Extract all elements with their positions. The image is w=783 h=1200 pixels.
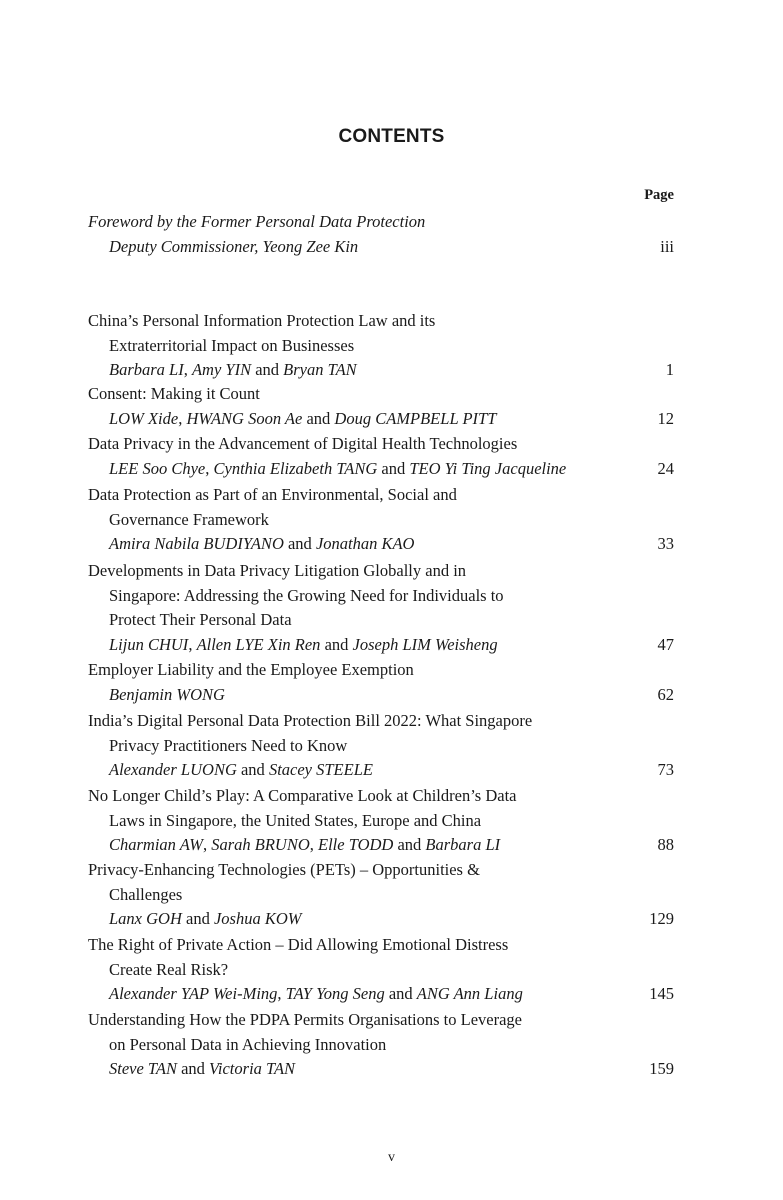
author-name: TAY Yong Seng — [285, 984, 385, 1003]
author-separator: , — [277, 984, 286, 1003]
author-name: LOW Xide — [109, 408, 179, 428]
toc-entry-page-number: 24 — [657, 458, 674, 478]
author-name: Barbara LI — [425, 835, 501, 854]
toc-entry-page-number: 159 — [649, 1059, 674, 1078]
toc-entry-title-line: No Longer Child’s Play: A Comparative Look at Children’s Data — [88, 786, 517, 805]
author-name: Stacey STEELE — [268, 760, 373, 779]
toc-entry — [88, 784, 674, 858]
toc-entry-authors — [88, 407, 496, 432]
author-name: ANG Ann Liang — [416, 984, 523, 1003]
author-name: LEE Soo Chye — [109, 458, 206, 478]
toc-entry-page-number: 47 — [657, 634, 674, 654]
toc-entry-title-line: Privacy-Enhancing Technologies (PETs) – Opportunities & — [88, 860, 480, 879]
toc-entry — [88, 858, 674, 932]
author-separator: and — [176, 1059, 210, 1078]
author-name: Joseph LIM Weisheng — [352, 634, 498, 654]
foreword-page-number: iii — [660, 236, 674, 256]
toc-entry-authors — [88, 982, 523, 1007]
author-name: Barbara LI — [109, 360, 184, 379]
toc-entry-title-line: Privacy Practitioners Need to Know — [109, 735, 348, 755]
page-column-label: Page — [644, 187, 674, 203]
toc-entry-title-line: Understanding How the PDPA Permits Organisations to Leverage — [88, 1010, 522, 1029]
author-name: Sarah BRUNO — [211, 835, 310, 854]
author-separator: , — [183, 360, 192, 379]
toc-entry-title-line: Consent: Making it Count — [88, 384, 260, 403]
toc-entry-authors — [88, 457, 566, 482]
author-separator: and — [283, 534, 316, 553]
author-name: Victoria TAN — [209, 1059, 296, 1078]
author-separator: and — [251, 360, 284, 379]
author-name: Amira Nabila BUDIYANO — [109, 534, 284, 553]
toc-entry — [88, 1008, 674, 1082]
author-name: Doug CAMPBELL PITT — [334, 408, 497, 428]
page-title: CONTENTS — [338, 126, 445, 147]
author-separator: and — [302, 408, 335, 428]
foreword-entry — [88, 210, 674, 259]
toc-entry — [88, 559, 674, 657]
toc-entry — [88, 933, 674, 1007]
toc-entry-authors — [88, 683, 225, 708]
toc-entry-title-line: Challenges — [109, 884, 183, 904]
author-name: Joshua KOW — [213, 909, 302, 928]
author-separator: , — [188, 634, 197, 654]
folio-page-number: v — [388, 1150, 395, 1165]
toc-entry-title-line: Protect Their Personal Data — [109, 610, 292, 629]
author-name: Bryan TAN — [283, 360, 357, 379]
toc-entry — [88, 709, 674, 783]
toc-entry-title-line: India’s Digital Personal Data Protection Bill 2022: What Singapore — [88, 711, 533, 730]
toc-entry-page-number: 129 — [649, 909, 674, 928]
toc-entry-authors — [88, 758, 373, 783]
toc-entry-title-line: China’s Personal Information Protection Law and its — [88, 311, 436, 330]
toc-entry-authors — [88, 358, 357, 383]
author-name: HWANG Soon Ae — [186, 408, 303, 428]
toc-entry-title-line: Data Privacy in the Advancement of Digital Health Technologies — [88, 434, 518, 453]
toc-entry-title-line: Laws in Singapore, the United States, Europe and China — [109, 810, 482, 830]
author-separator: and — [181, 909, 214, 928]
toc-entry-authors — [88, 532, 414, 557]
author-name: Elle TODD — [318, 835, 394, 854]
toc-entry-title-line: The Right of Private Action – Did Allowing Emotional Distress — [88, 935, 509, 954]
toc-entry — [88, 658, 674, 707]
toc-entry-title-line: Extraterritorial Impact on Businesses — [109, 335, 355, 355]
author-name: TEO Yi Ting Jacqueline — [409, 458, 567, 478]
toc-entry-page-number: 33 — [657, 534, 674, 553]
author-name: Jonathan KAO — [315, 534, 415, 553]
toc-entry-authors — [88, 1057, 295, 1082]
toc-entry-page-number: 62 — [657, 684, 674, 704]
author-name: Amy YIN — [191, 360, 252, 379]
toc-entry-authors — [88, 833, 500, 858]
toc-entry-title-line: Singapore: Addressing the Growing Need for Individuals to — [109, 585, 504, 605]
toc-entry-title-line: Employer Liability and the Employee Exemption — [88, 660, 414, 679]
toc-entry-title-line: Create Real Risk? — [109, 959, 229, 979]
toc-entry — [88, 432, 674, 481]
author-separator: , — [202, 835, 212, 854]
toc-entry — [88, 309, 674, 383]
author-separator: and — [384, 984, 417, 1003]
author-separator: , — [205, 458, 214, 478]
author-name: Lijun CHUI — [109, 634, 189, 654]
author-name: Steve TAN — [109, 1059, 177, 1078]
toc-entry-authors — [88, 907, 302, 932]
author-separator: and — [377, 458, 410, 478]
author-name: Allen LYE Xin Ren — [196, 634, 321, 654]
toc-entry-page-number: 12 — [657, 408, 674, 428]
author-separator: and — [320, 634, 353, 654]
toc-entry-title-line: Governance Framework — [109, 509, 269, 529]
author-name: Alexander YAP Wei-Ming — [109, 984, 278, 1003]
foreword-author-line: Deputy Commissioner, Yeong Zee Kin — [109, 236, 359, 256]
toc-entry-authors — [88, 633, 498, 658]
author-name: Charmian AW — [109, 835, 203, 854]
toc-entry-title-line: on Personal Data in Achieving Innovation — [109, 1034, 387, 1054]
author-name: Alexander LUONG — [109, 760, 237, 779]
author-name: Benjamin WONG — [109, 684, 225, 704]
author-separator: and — [393, 835, 426, 854]
toc-entry-title-line: Data Protection as Part of an Environmental, Social and — [88, 485, 457, 504]
foreword-title-line: Foreword by the Former Personal Data Protection — [88, 212, 426, 231]
author-name: Cynthia Elizabeth TANG — [213, 458, 378, 478]
author-separator: and — [236, 760, 269, 779]
toc-entry-page-number: 1 — [665, 360, 674, 379]
toc-entry-title-line: Developments in Data Privacy Litigation Globally and in — [88, 561, 467, 580]
toc-entry-page-number: 88 — [657, 835, 674, 854]
toc-entry — [88, 382, 674, 431]
author-name: Lanx GOH — [109, 909, 182, 928]
author-separator: , — [309, 835, 319, 854]
toc-entry-page-number: 145 — [649, 984, 674, 1003]
toc-entry-page-number: 73 — [657, 760, 674, 779]
author-separator: , — [178, 408, 187, 428]
toc-entry — [88, 483, 674, 557]
